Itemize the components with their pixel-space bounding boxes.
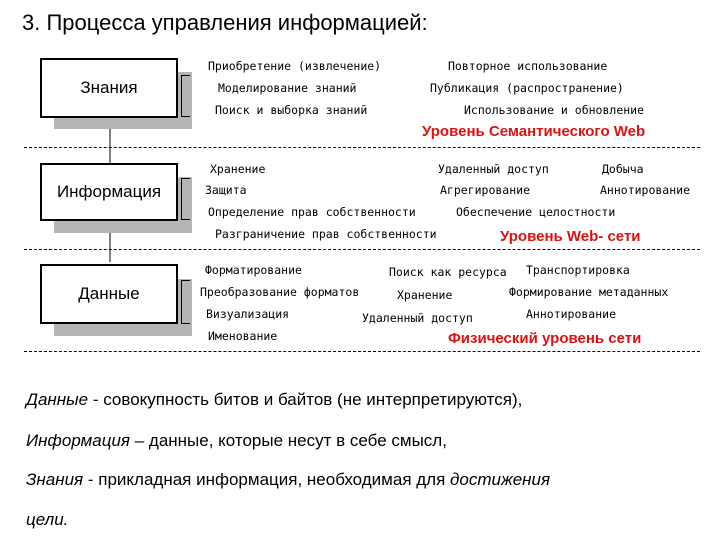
activity-label: Приобретение (извлечение) <box>208 59 382 73</box>
activity-label: Поиск и выборка знаний <box>215 103 368 117</box>
definition-emphasis: достижения <box>450 470 551 489</box>
definition-text: – данные, которые несут в себе смысл, <box>130 431 447 450</box>
definition-continuation <box>26 510 68 530</box>
level-divider <box>24 351 700 352</box>
activity-label: Аннотирование <box>526 307 617 321</box>
activity-label: Использование и обновление <box>464 103 645 117</box>
activity-label: Хранение <box>210 162 266 176</box>
information-box-label: Информация <box>56 182 162 201</box>
definition-term: Информация <box>26 431 130 450</box>
activity-label: Публикация (распространение) <box>430 81 624 95</box>
activity-label: Защита <box>205 183 247 197</box>
definition-knowledge <box>26 470 550 490</box>
level-web-network: Уровень Web- сети <box>500 228 641 245</box>
activity-label: Хранение <box>397 288 453 302</box>
knowledge-box <box>40 58 178 118</box>
data-box-label: Данные <box>78 284 140 303</box>
activity-label: Добыча <box>602 162 644 176</box>
definition-text: - прикладная информация, необходимая для <box>83 470 451 489</box>
activity-label: Поиск как ресурса <box>389 265 507 279</box>
definition-term: Данные <box>26 390 89 409</box>
activity-label: Преобразование форматов <box>200 285 360 299</box>
activity-label: Транспортировка <box>526 263 630 277</box>
level-semantic-web: Уровень Семантического Web <box>422 123 646 140</box>
activity-label: Обеспечение целостности <box>456 205 616 219</box>
level-divider <box>24 249 700 250</box>
activity-label: Форматирование <box>205 263 302 277</box>
information-box <box>40 163 178 221</box>
bracket <box>181 280 190 324</box>
activity-label: Именование <box>208 329 278 343</box>
bracket <box>181 178 190 220</box>
activity-label: Определение прав собственности <box>208 205 416 219</box>
activity-label: Агрегирование <box>440 183 531 197</box>
definition-term: Знания <box>26 470 84 489</box>
activity-label: Удаленный доступ <box>438 162 549 176</box>
level-physical: Физический уровень сети <box>448 330 642 347</box>
activity-label: Моделирование знаний <box>218 81 357 95</box>
bracket <box>181 75 190 117</box>
activity-label: Визуализация <box>206 307 290 321</box>
activity-label: Разграничение прав собственности <box>215 227 437 241</box>
level-divider <box>24 147 700 148</box>
activity-label: Повторное использование <box>448 59 608 73</box>
knowledge-box-label: Знания <box>80 78 138 97</box>
definition-data <box>26 390 522 410</box>
definition-text: - совокупность битов и байтов (не интерпретируются), <box>88 390 523 409</box>
activity-label: Аннотирование <box>600 183 691 197</box>
activity-label: Удаленный доступ <box>362 311 473 325</box>
page-title: 3. Процесса управления информацией: <box>22 10 428 35</box>
activity-label: Формирование метаданных <box>509 285 669 299</box>
data-box <box>40 264 178 324</box>
definition-information <box>26 431 447 451</box>
definition-text: цели. <box>26 510 69 529</box>
